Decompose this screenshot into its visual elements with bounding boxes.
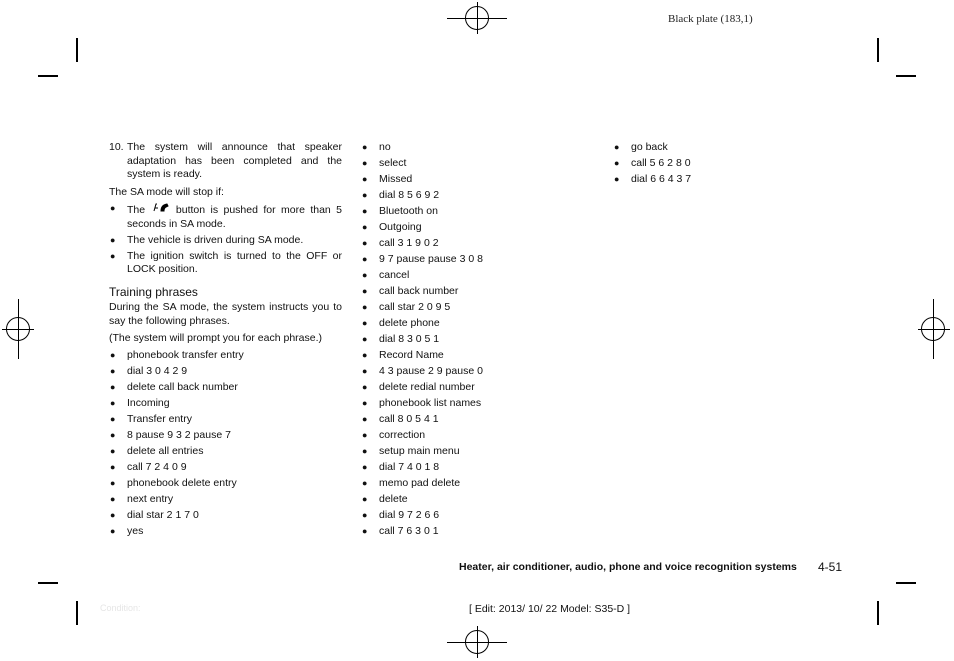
phrase-text: yes xyxy=(127,524,144,537)
phrase-text: Transfer entry xyxy=(127,412,192,425)
bullet-icon: ● xyxy=(362,366,368,376)
list-item xyxy=(109,429,342,443)
page-number: 4-51 xyxy=(818,560,843,574)
phrase-text: dial 8 3 0 5 1 xyxy=(379,333,440,345)
bullet-icon: ● xyxy=(362,510,368,520)
phrase-text: setup main menu xyxy=(379,445,460,457)
bullet-icon: ● xyxy=(362,318,368,328)
list-item xyxy=(361,493,561,507)
crop-mark xyxy=(877,601,879,625)
crop-mark xyxy=(896,75,916,77)
bullet-icon: ● xyxy=(362,494,368,504)
phrase-text: call 3 1 9 0 2 xyxy=(379,237,439,249)
bullet-icon: ● xyxy=(362,302,368,312)
list-item xyxy=(109,525,342,539)
list-item xyxy=(109,365,342,379)
numbered-step xyxy=(109,141,342,182)
edit-info: [ Edit: 2013/ 10/ 22 Model: S35-D ] xyxy=(469,603,631,615)
condition-text: The vehicle is driven during SA mode. xyxy=(127,233,304,246)
list-item xyxy=(361,477,561,491)
list-item xyxy=(361,173,561,187)
phrase-text: dial 3 0 4 2 9 xyxy=(127,364,188,377)
bullet-icon: ● xyxy=(362,478,368,488)
phrase-text: delete xyxy=(379,493,408,505)
phrase-text: call star 2 0 9 5 xyxy=(379,301,451,313)
crop-mark xyxy=(38,582,58,584)
phrase-text: select xyxy=(379,157,407,169)
list-item xyxy=(361,413,561,427)
list-item xyxy=(361,525,561,539)
list-item xyxy=(361,301,561,315)
list-item xyxy=(109,349,342,363)
phrase-text: memo pad delete xyxy=(379,477,461,489)
bullet-icon: ● xyxy=(362,382,368,392)
bullet-icon: ● xyxy=(362,190,368,200)
phrase-list xyxy=(361,141,561,539)
list-item xyxy=(109,477,342,491)
stop-intro: The SA mode will stop if: xyxy=(109,185,224,198)
list-item xyxy=(361,269,561,283)
bullet-icon: ● xyxy=(110,365,116,376)
list-item xyxy=(361,509,561,523)
plate-label: Black plate (183,1) xyxy=(668,13,753,25)
phrase-text: dial 8 5 6 9 2 xyxy=(379,189,440,201)
list-item xyxy=(361,445,561,459)
condition-post: button is pushed for more than 5 seconds in SA mode. xyxy=(127,204,342,230)
bullet-icon: ● xyxy=(110,203,116,213)
list-item xyxy=(361,365,561,379)
crop-mark xyxy=(877,38,879,62)
phrase-text: delete call back number xyxy=(127,380,238,393)
step-number: 10. xyxy=(109,141,124,153)
phrase-text: Bluetooth on xyxy=(379,205,438,217)
bullet-icon: ● xyxy=(110,250,116,261)
column-left xyxy=(109,141,342,541)
list-item xyxy=(361,381,561,395)
list-item xyxy=(109,202,342,231)
phrase-text: 4 3 pause 2 9 pause 0 xyxy=(379,365,483,377)
phrase-text: 8 pause 9 3 2 pause 7 xyxy=(127,428,231,441)
crop-mark xyxy=(38,75,58,77)
bullet-icon: ● xyxy=(110,349,116,360)
bullet-icon: ● xyxy=(362,286,368,296)
phrase-text: correction xyxy=(379,429,426,441)
list-item xyxy=(109,461,342,475)
condition-text: The ignition switch is turned to the OFF or LOCK position. xyxy=(127,249,342,275)
list-item xyxy=(613,141,813,155)
bullet-icon: ● xyxy=(362,430,368,440)
column-right xyxy=(613,141,813,189)
phrase-text: phonebook list names xyxy=(379,397,482,409)
bullet-icon: ● xyxy=(110,234,116,245)
phrase-text: dial 7 4 0 1 8 xyxy=(379,461,440,473)
bullet-icon: ● xyxy=(362,238,368,248)
phrase-text: delete all entries xyxy=(127,444,204,457)
list-item xyxy=(109,234,342,248)
condition-pre: The xyxy=(127,204,146,216)
phrase-text: delete redial number xyxy=(379,381,475,393)
list-item xyxy=(109,493,342,507)
list-item xyxy=(613,157,813,171)
phrase-list xyxy=(109,349,342,539)
phrase-text: call back number xyxy=(379,285,459,297)
phrase-text: call 5 6 2 8 0 xyxy=(631,157,691,169)
phrase-text: Missed xyxy=(379,173,413,185)
phrase-text: call 7 6 3 0 1 xyxy=(379,525,439,537)
bullet-icon: ● xyxy=(362,446,368,456)
phrase-text: delete phone xyxy=(379,317,440,329)
list-item xyxy=(109,397,342,411)
phrase-text: Outgoing xyxy=(379,221,422,233)
list-item xyxy=(361,205,561,219)
list-item xyxy=(361,349,561,363)
list-item xyxy=(361,317,561,331)
bullet-icon: ● xyxy=(362,334,368,344)
bullet-icon: ● xyxy=(362,222,368,232)
list-item xyxy=(361,157,561,171)
list-item xyxy=(613,173,813,187)
list-item xyxy=(361,333,561,347)
phrase-text: Record Name xyxy=(379,349,444,361)
intro-paragraph: During the SA mode, the system instructs you to say the following phrases. xyxy=(109,301,342,327)
bullet-icon: ● xyxy=(110,493,116,504)
phrase-text: cancel xyxy=(379,269,410,281)
phrase-text: dial 9 7 2 6 6 xyxy=(379,509,440,521)
list-item xyxy=(109,381,342,395)
list-item xyxy=(109,509,342,523)
bullet-icon: ● xyxy=(110,429,116,440)
bullet-icon: ● xyxy=(362,398,368,408)
condition-label: Condition: xyxy=(100,603,141,613)
bullet-icon: ● xyxy=(614,142,620,152)
list-item xyxy=(361,429,561,443)
list-item xyxy=(361,285,561,299)
list-item xyxy=(109,250,342,277)
phrase-text: go back xyxy=(631,141,668,153)
list-item xyxy=(361,461,561,475)
list-item xyxy=(361,221,561,235)
phrase-text: call 7 2 4 0 9 xyxy=(127,460,187,473)
bullet-icon: ● xyxy=(110,525,116,536)
list-item xyxy=(361,189,561,203)
stop-conditions-list xyxy=(109,202,342,277)
phrase-text: dial star 2 1 7 0 xyxy=(127,508,199,521)
phrase-text: phonebook transfer entry xyxy=(127,348,244,361)
bullet-icon: ● xyxy=(110,445,116,456)
bullet-icon: ● xyxy=(362,254,368,264)
bullet-icon: ● xyxy=(110,509,116,520)
bullet-icon: ● xyxy=(110,381,116,392)
list-item xyxy=(361,237,561,251)
phrase-text: next entry xyxy=(127,492,174,505)
section-title: Heater, air conditioner, audio, phone and voice recognition systems xyxy=(459,561,797,573)
column-middle xyxy=(361,141,561,541)
phrase-text: call 8 0 5 4 1 xyxy=(379,413,439,425)
list-item xyxy=(109,413,342,427)
bullet-icon: ● xyxy=(110,413,116,424)
step-text: The system will announce that speaker adaptation has been completed and the system is ready. xyxy=(127,141,342,180)
bullet-icon: ● xyxy=(110,397,116,408)
list-item xyxy=(109,445,342,459)
list-item xyxy=(361,397,561,411)
prompt-note: (The system will prompt you for each phrase.) xyxy=(109,332,322,344)
phrase-text: 9 7 pause pause 3 0 8 xyxy=(379,253,483,265)
bullet-icon: ● xyxy=(362,270,368,280)
bullet-icon: ● xyxy=(362,414,368,424)
list-item xyxy=(361,141,561,155)
crop-mark xyxy=(76,38,78,62)
crop-mark xyxy=(76,601,78,625)
bullet-icon: ● xyxy=(614,174,620,184)
bullet-icon: ● xyxy=(362,206,368,216)
crop-mark xyxy=(896,582,916,584)
bullet-icon: ● xyxy=(614,158,620,168)
phrase-text: phonebook delete entry xyxy=(127,476,237,489)
bullet-icon: ● xyxy=(362,174,368,184)
bullet-icon: ● xyxy=(362,462,368,472)
bullet-icon: ● xyxy=(362,142,368,152)
bullet-icon: ● xyxy=(110,461,116,472)
bullet-icon: ● xyxy=(362,158,368,168)
list-item xyxy=(361,253,561,267)
bullet-icon: ● xyxy=(362,350,368,360)
phrase-text: dial 6 6 4 3 7 xyxy=(631,173,692,185)
phrase-text: no xyxy=(379,141,391,153)
phrase-list xyxy=(613,141,813,187)
bullet-icon: ● xyxy=(362,526,368,536)
phrase-text: Incoming xyxy=(127,396,170,409)
section-heading: Training phrases xyxy=(109,284,198,299)
phone-talk-icon xyxy=(151,202,171,218)
bullet-icon: ● xyxy=(110,477,116,488)
